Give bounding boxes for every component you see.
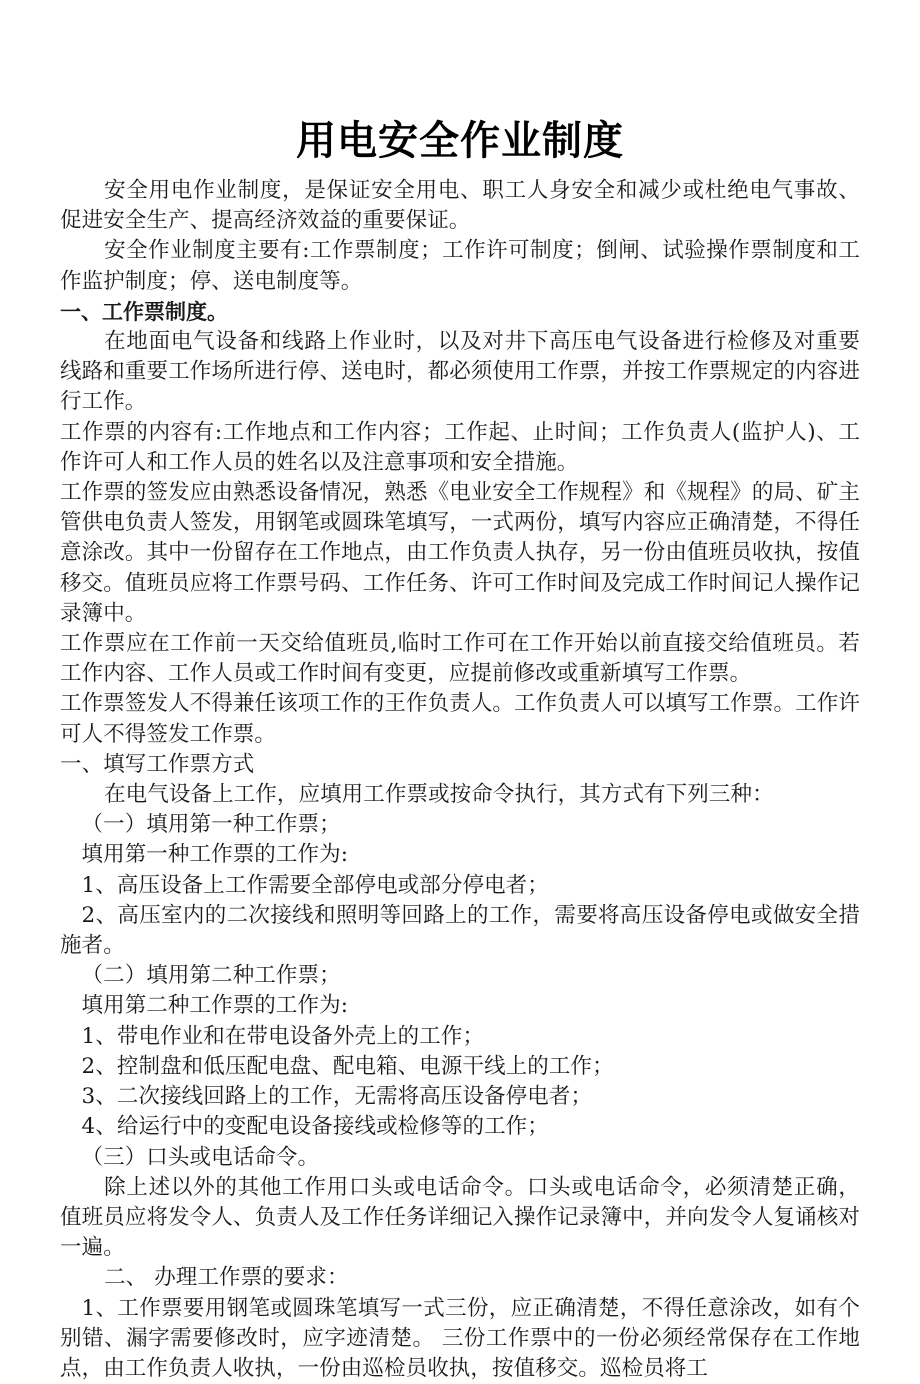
paragraph-work-ticket-handover: 工作票应在工作前一天交给值班员,临时工作可在工作开始以前直接交给值班员。若工作内容、工作人员或工作时间有变更，应提前修改或重新填写工作票。 — [60, 631, 860, 687]
paragraph-method-one-intro: 填用第一种工作票的工作为: — [81, 842, 349, 868]
page-title: 用电安全作业制度 — [296, 118, 624, 164]
document-body — [60, 0, 860, 1384]
list-item-method-two-3: 3、二次接线回路上的工作，无需将高压设备停电者； — [81, 1084, 593, 1110]
heading-section-fill-methods: 一、填写工作票方式 — [60, 751, 255, 777]
paragraph-method-three-label: （三）口头或电话命令。 — [81, 1144, 320, 1170]
paragraph-method-three-detail: 除上述以外的其他工作用口头或电话命令。口头或电话命令，必须清楚正确，值班员应将发令人、负责人及工作任务详细记入操作记录簿中，并向发令人复诵核对一遍。 — [60, 1174, 860, 1261]
paragraph-method-one-label: （一）填用第一种工作票； — [81, 812, 341, 838]
paragraph-work-ticket-usage: 在地面电气设备和线路上作业时，以及对井下高压电气设备进行检修及对重要线路和重要工作场所进行停、送电时，都必须使用工作票，并按工作票规定的内容进行工作。 — [60, 329, 860, 415]
list-item-method-two-2: 2、控制盘和低压配电盘、配电箱、电源干线上的工作； — [81, 1053, 614, 1079]
list-item-method-two-1: 1、带电作业和在带电设备外壳上的工作； — [81, 1023, 485, 1049]
list-item-method-two-4: 4、给运行中的变配电设备接线或检修等的工作； — [81, 1114, 549, 1140]
paragraph-method-two-label: （二）填用第二种工作票； — [81, 963, 341, 989]
paragraph-work-ticket-signer-rules: 工作票签发人不得兼任该项工作的王作负责人。工作负责人可以填写工作票。工作许可人不得签发工作票。 — [60, 691, 860, 747]
list-item-requirement-1: 1、工作票要用钢笔或圆珠笔填写一式三份，应正确清楚，不得任意涂改，如有个别错、漏字需要修改时，应字迹清楚。 三份工作票中的一份必须经常保存在工作地点，由工作负责人收执，一份由巡检员收执，按值移交。巡检员将工 — [60, 1295, 860, 1381]
paragraph-intro-scope: 安全作业制度主要有:工作票制度；工作许可制度；倒闸、试验操作票制度和工作监护制度；停、送电制度等。 — [60, 238, 860, 294]
paragraph-fill-methods-intro: 在电气设备上工作，应填用工作票或按命令执行，其方式有下列三种： — [104, 782, 774, 808]
list-item-method-one-2: 2、高压室内的二次接线和照明等回路上的工作，需要将高压设备停电或做安全措施者。 — [60, 902, 860, 959]
heading-section-one-work-ticket-system: 一、工作票制度。 — [60, 299, 228, 324]
paragraph-container — [60, 176, 860, 1384]
paragraph-intro-definition: 安全用电作业制度，是保证安全用电、职工人身安全和减少或杜绝电气事故、促进安全生产、提高经济效益的重要保证。 — [60, 178, 860, 234]
heading-section-two-requirements: 二、 办理工作票的要求： — [104, 1265, 349, 1291]
list-item-method-one-1: 1、高压设备上工作需要全部停电或部分停电者； — [81, 872, 549, 898]
paragraph-work-ticket-contents: 工作票的内容有:工作地点和工作内容；工作起、止时间；工作负责人(监护人)、工作许可人和工作人员的姓名以及注意事项和安全措施。 — [60, 419, 860, 475]
paragraph-method-two-intro: 填用第二种工作票的工作为: — [81, 993, 349, 1019]
paragraph-work-ticket-issuance: 工作票的签发应由熟悉设备情况，熟悉《电业安全工作规程》和《规程》的局、矿主管供电负责人签发，用钢笔或圆珠笔填写，一式两份，填写内容应正确清楚，不得任意涂改。其中一份留存在工作地点，由工作负责人执存，另一份由值班员收执，按值移交。值班员应将工作票号码、工作任务、许可工作时间及完成工作时间记人操作记录簿中。 — [60, 480, 860, 626]
